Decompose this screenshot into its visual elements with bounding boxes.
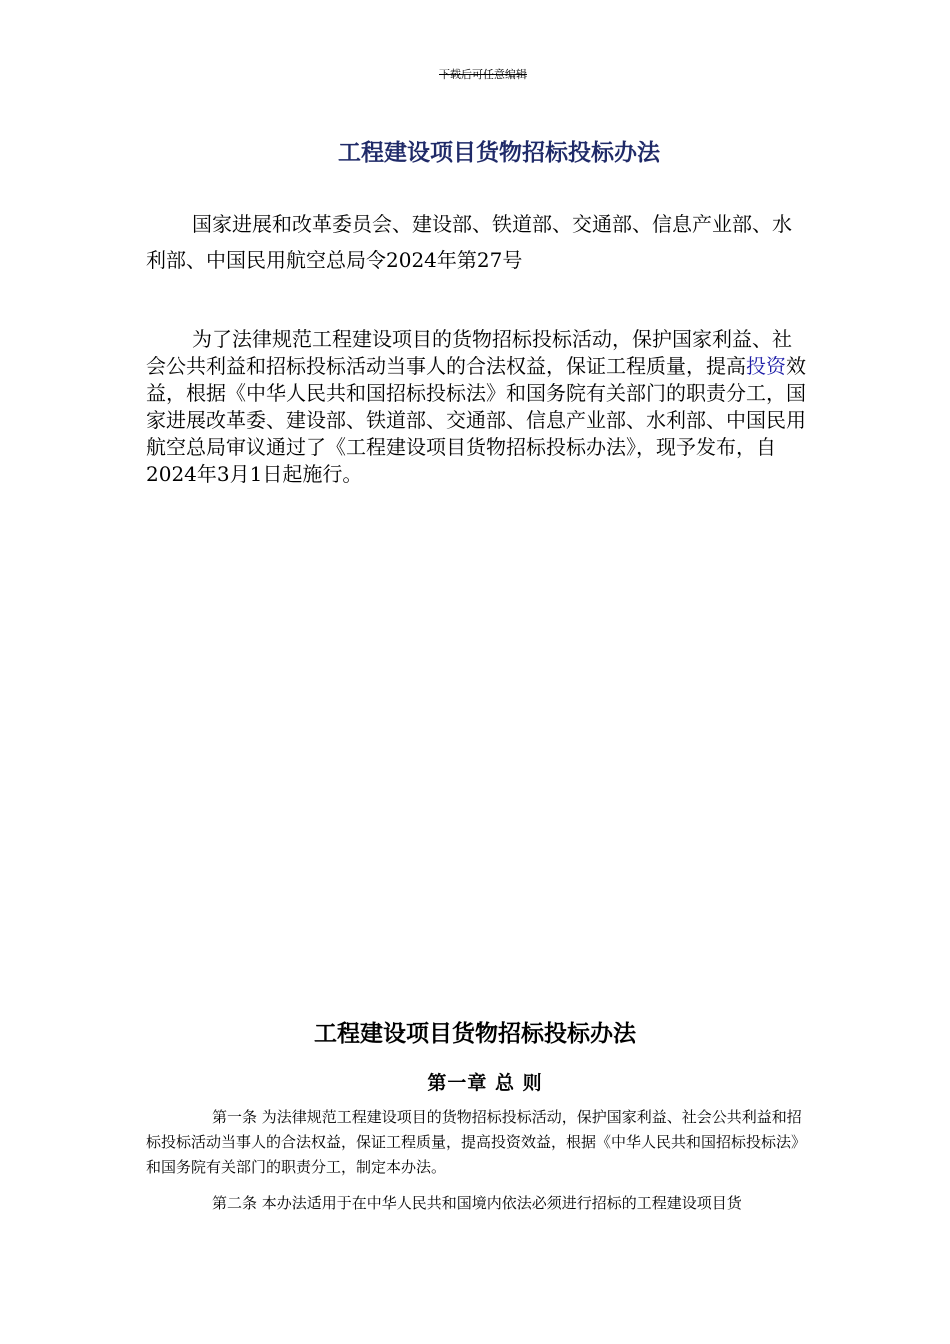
intro-text-part1: 为了法律规范工程建设项目的货物招标投标活动，保护国家利益、社会公共利益和招标投标活动当事人的合法权益，保证工程质量，提高	[146, 327, 792, 378]
header-note: 下载后可任意编辑	[439, 68, 527, 81]
chapter-title: 第一章 总 则	[427, 1072, 543, 1094]
intro-paragraph	[146, 326, 810, 488]
intro-text-part2: 效益，根据《中华人民共和国招标投标法》和国务院有关部门的职责分工，国家进展改革委、建设部、铁道部、交通部、信息产业部、水利部、中国民用航空总局审议通过了《工程建设项目货物招标投标办法》，现予发布，自2024年3月1日起施行。	[146, 354, 806, 486]
article-2: 第二条 本办法适用于在中华人民共和国境内依法必须进行招标的工程建设项目货	[212, 1194, 742, 1212]
order-statement: 国家进展和改革委员会、建设部、铁道部、交通部、信息产业部、水利部、中国民用航空总局令2024年第27号	[146, 212, 792, 272]
article-1: 第一条 为法律规范工程建设项目的货物招标投标活动，保护国家利益、社会公共利益和招标投标活动当事人的合法权益，保证工程质量，提高投资效益，根据《中华人民共和国招标投标法》和国务院有关部门的职责分工，制定本办法。	[146, 1108, 807, 1176]
body-title: 工程建设项目货物招标投标办法	[314, 1021, 636, 1047]
document-title: 工程建设项目货物招标投标办法	[338, 140, 660, 166]
investment-link[interactable]: 投资	[746, 354, 786, 378]
